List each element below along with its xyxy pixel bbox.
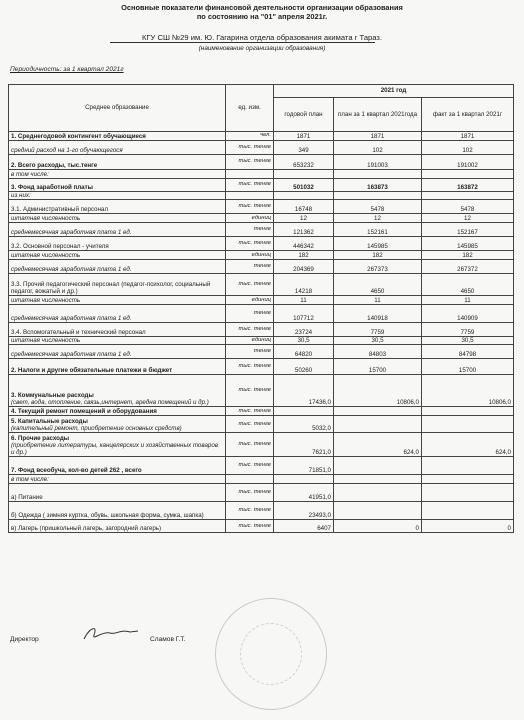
row-title: из них: [11,192,31,199]
row-quarter-plan: 624,0 [334,433,422,457]
row-quarter-plan: 191003 [334,155,422,170]
row-title: среднемесячная заработная плата 1 ед. [11,351,132,359]
row-quarter-fact: 84798 [422,345,514,359]
table-row [9,375,514,407]
header-quarter-plan: план за 1 квартал 2021года [334,98,422,132]
organization-name: КГУ СШ №29 им. Ю. Гагарина отдела образования акимата г Тараз. [142,33,382,42]
row-annual-plan: 14218 [274,274,334,296]
table-row [9,200,514,214]
row-title: 6. Прочие расходы [11,434,70,442]
row-title: 3.3. Прочий педагогический персонал (педагог-психолог, социальный педагог, вожатый и др.) [11,280,211,295]
row-unit: чел. [226,132,274,141]
row-annual-plan: 107712 [274,305,334,323]
row-quarter-fact: 12 [422,214,514,223]
row-quarter-fact: 182 [422,251,514,260]
table-row [9,305,514,323]
table-row [9,345,514,359]
table-row [9,179,514,192]
table-row [9,132,514,141]
row-quarter-fact [422,407,514,416]
row-unit: единиц [226,337,274,345]
table-row [9,296,514,305]
row-name [9,407,226,416]
row-unit: тыс. тенге [226,155,274,170]
row-annual-plan [274,407,334,416]
row-quarter-plan: 145985 [334,237,422,251]
row-unit: тенге [226,305,274,323]
row-unit: тыс. тенге [226,179,274,192]
row-annual-plan: 653232 [274,155,334,170]
row-subtitle: (капительный ремонт, приобретение основных средств) [11,425,182,433]
row-title: в) Лагерь (пришкольный лагерь, загородний лагерь) [11,525,162,533]
director-label: Директор [10,636,39,643]
table-row [9,416,514,433]
row-annual-plan: 5032,0 [274,416,334,433]
row-quarter-plan: 140918 [334,305,422,323]
row-unit: тенге [226,345,274,359]
row-quarter-plan: 4650 [334,274,422,296]
table-row [9,407,514,416]
row-unit: тыс. тенге [226,433,274,457]
row-quarter-fact [422,475,514,484]
stamp-inner-ring [240,623,302,685]
table-row [9,502,514,520]
row-title: среднемесячная заработная плата 1 ед. [11,315,132,322]
row-name [9,237,226,251]
row-annual-plan: 23493,0 [274,502,334,520]
row-title: среднемесячная заработная плата 1 ед. [11,229,132,236]
table-row [9,251,514,260]
table-row [9,359,514,375]
row-name [9,475,226,484]
row-quarter-plan [334,192,422,200]
director-signature [80,623,140,645]
row-title: средний расход на 1-го обучающегося [11,146,123,154]
row-title: 3. Коммунальные расходы [11,392,94,399]
header-unit: ед. изм. [226,85,274,132]
row-quarter-plan: 84803 [334,345,422,359]
row-name [9,457,226,475]
row-quarter-fact: 11 [422,296,514,305]
row-title: в том числе: [11,170,49,178]
row-name [9,520,226,533]
title-line-2: по состоянию на "01" апреля 2021г. [196,12,328,21]
row-name [9,200,226,214]
row-quarter-plan [334,502,422,520]
row-annual-plan: 17436,0 [274,375,334,407]
table-row [9,155,514,170]
row-annual-plan: 121362 [274,223,334,237]
row-annual-plan: 501032 [274,179,334,192]
row-quarter-plan [334,457,422,475]
row-quarter-fact [422,192,514,200]
row-quarter-plan: 267373 [334,260,422,274]
row-unit: тыс. тенге [226,274,274,296]
row-quarter-fact [422,416,514,433]
row-quarter-plan: 10806,0 [334,375,422,407]
table-row [9,170,514,179]
row-annual-plan: 6407 [274,520,334,533]
row-name [9,345,226,359]
org-underline [110,42,375,43]
header-education: Среднее образование [9,85,226,132]
row-annual-plan: 349 [274,141,334,155]
row-quarter-plan [334,416,422,433]
row-quarter-fact: 30,5 [422,337,514,345]
table-row [9,141,514,155]
row-annual-plan: 1871 [274,132,334,141]
table-row [9,214,514,223]
row-unit: тыс. тенге [226,484,274,502]
table-row [9,457,514,475]
row-title: 2. Всего расходы, тыс.тенге [11,161,98,169]
row-name [9,260,226,274]
row-quarter-fact [422,457,514,475]
header-year: 2021 год [274,85,514,98]
row-quarter-fact: 15700 [422,359,514,375]
row-name [9,155,226,170]
row-annual-plan: 30,5 [274,337,334,345]
header-annual-plan: годовой план [274,98,334,132]
row-quarter-fact: 5478 [422,200,514,214]
row-quarter-plan [334,170,422,179]
row-title: 5. Капитальные расходы [11,418,88,425]
table-row [9,223,514,237]
row-quarter-plan: 163873 [334,179,422,192]
row-annual-plan [274,475,334,484]
row-name [9,251,226,260]
row-quarter-fact: 4650 [422,274,514,296]
row-quarter-plan: 11 [334,296,422,305]
row-unit: тыс. тенге [226,457,274,475]
row-quarter-plan: 7759 [334,323,422,337]
row-name [9,132,226,141]
row-quarter-fact [422,170,514,179]
row-quarter-fact [422,502,514,520]
row-name [9,484,226,502]
table-row [9,433,514,457]
row-name [9,375,226,407]
row-title: 3.2. Основной персонал - учителя [11,243,109,250]
row-quarter-plan: 1871 [334,132,422,141]
table-row [9,337,514,345]
row-quarter-fact: 145985 [422,237,514,251]
row-quarter-plan: 102 [334,141,422,155]
table-row [9,484,514,502]
table-row [9,274,514,296]
row-unit: тыс. тенге [226,407,274,416]
header-quarter-fact: факт за 1 квартал 2021г [422,98,514,132]
row-name [9,214,226,223]
row-name [9,416,226,433]
row-name [9,337,226,345]
row-annual-plan: 12 [274,214,334,223]
row-quarter-fact: 10806,0 [422,375,514,407]
row-title: 3.1. Административный персонал [11,206,108,213]
title-line-1: Основные показатели финансовой деятельности организации образования [121,3,403,12]
row-quarter-plan [334,484,422,502]
row-subtitle: (свет, вода, отопление, связь,интернет, аредна помещений и др.) [11,399,209,407]
row-quarter-fact: 624,0 [422,433,514,457]
row-name [9,179,226,192]
row-annual-plan: 50260 [274,359,334,375]
row-unit: тыс. тенге [226,502,274,520]
row-name [9,296,226,305]
row-title: среднемесячная заработная плата 1 ед. [11,266,132,273]
row-name [9,170,226,179]
table-row [9,520,514,533]
row-annual-plan [274,192,334,200]
row-quarter-plan: 0 [334,520,422,533]
row-unit [226,170,274,179]
row-annual-plan: 7621,0 [274,433,334,457]
table-row [9,475,514,484]
row-title: 3. Фонд заработной платы [11,183,93,191]
row-name [9,192,226,200]
row-quarter-fact: 7759 [422,323,514,337]
row-title: 2. Налоги и другие обязательные платежи в бюджет [11,367,173,375]
row-name [9,502,226,520]
row-name [9,359,226,375]
row-subtitle: (приобретение литературы, канцелярских и хозяйственных товаров и др.) [11,442,218,457]
row-annual-plan: 64820 [274,345,334,359]
row-quarter-plan: 152161 [334,223,422,237]
row-unit: тыс. тенге [226,237,274,251]
row-quarter-fact: 1871 [422,132,514,141]
row-annual-plan: 23724 [274,323,334,337]
row-unit: тыс. тенге [226,520,274,533]
row-unit: тыс. тенге [226,200,274,214]
row-unit: тенге [226,223,274,237]
row-unit: единиц [226,251,274,260]
row-annual-plan: 204369 [274,260,334,274]
row-annual-plan: 446342 [274,237,334,251]
table-row [9,192,514,200]
row-title: 7. Фонд всеобуча, кол-во детей 262 , всего [11,467,142,475]
row-title: а) Питание [11,494,43,502]
document-title [0,3,524,21]
row-title: 4. Текущий ремонт помещений и оборудования [11,408,157,416]
row-annual-plan: 11 [274,296,334,305]
row-quarter-plan: 30,5 [334,337,422,345]
financial-table [8,84,514,533]
row-quarter-plan: 5478 [334,200,422,214]
row-title: в том числе: [11,476,49,484]
table-row [9,237,514,251]
row-quarter-plan [334,475,422,484]
row-quarter-fact: 102 [422,141,514,155]
row-quarter-fact: 0 [422,520,514,533]
row-unit: тенге [226,260,274,274]
row-title: б) Одежда ( зимняя куртка, обувь, школьная форма, сумка, шапка) [11,512,204,520]
row-name [9,323,226,337]
row-quarter-plan: 15700 [334,359,422,375]
row-name [9,141,226,155]
row-unit: тыс. тенге [226,141,274,155]
row-name [9,433,226,457]
row-title: штатная численность [11,337,81,345]
row-quarter-fact: 152167 [422,223,514,237]
table-row [9,260,514,274]
row-annual-plan: 71851,0 [274,457,334,475]
row-quarter-plan: 182 [334,251,422,260]
row-title: 3.4. Вспомогательный и технический персонал [11,329,146,336]
row-title: штатная численность [11,215,81,222]
row-name [9,305,226,323]
row-unit [226,475,274,484]
row-unit: единиц [226,214,274,223]
row-annual-plan: 41951,0 [274,484,334,502]
row-name [9,274,226,296]
row-quarter-fact: 191002 [422,155,514,170]
row-quarter-fact: 163872 [422,179,514,192]
row-unit: тыс. тенге [226,359,274,375]
row-quarter-plan [334,407,422,416]
row-annual-plan: 16748 [274,200,334,214]
row-unit: тыс. тенге [226,416,274,433]
row-quarter-fact [422,484,514,502]
row-unit: единиц [226,296,274,305]
row-title: штатная численность [11,252,81,259]
row-name [9,223,226,237]
table-row [9,323,514,337]
row-annual-plan: 182 [274,251,334,260]
row-annual-plan [274,170,334,179]
row-unit: тыс. тенге [226,323,274,337]
row-title: 1. Среднегодовой контингент обучающиеся [11,132,146,140]
row-title: штатная численность [11,297,81,304]
organization-caption: (наименование организации образования) [198,45,326,52]
row-unit: тыс. тенге [226,375,274,407]
periodicity: Периодичность: за 1 квартал 2021г [10,66,124,73]
row-quarter-fact: 140909 [422,305,514,323]
row-unit [226,192,274,200]
row-quarter-plan: 12 [334,214,422,223]
director-name: Сламов Г.Т. [150,636,186,643]
row-quarter-fact: 267372 [422,260,514,274]
